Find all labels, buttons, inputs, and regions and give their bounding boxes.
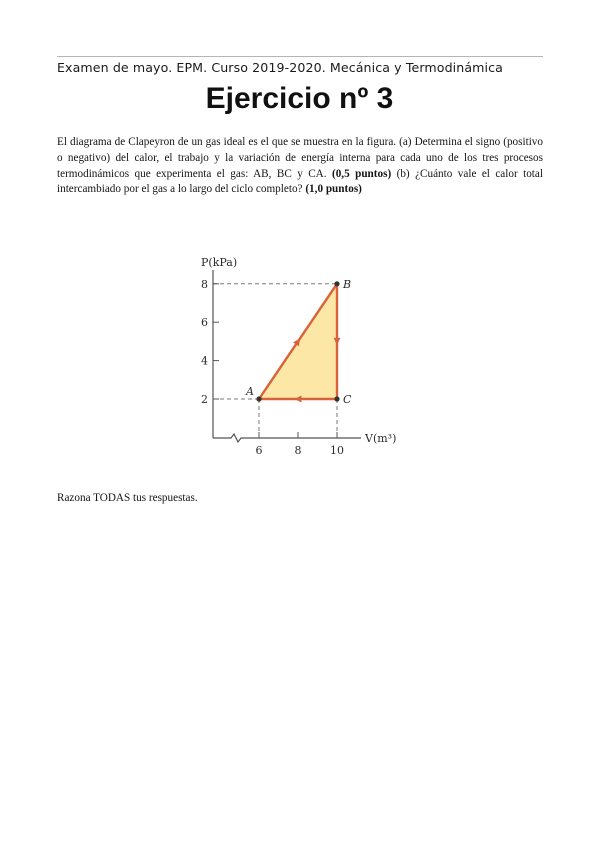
point-a-marker xyxy=(256,396,261,401)
y-tick-marks xyxy=(213,284,219,399)
x-tick-marks xyxy=(259,432,337,438)
clapeyron-diagram xyxy=(193,250,423,465)
part-a-points: (0,5 puntos) xyxy=(331,167,392,180)
x-tick-label: 6 xyxy=(255,444,263,457)
exam-header: Examen de mayo. EPM. Curso 2019-2020. Mecánica y Termodinámica xyxy=(57,60,503,75)
y-tick-label: 4 xyxy=(201,354,208,368)
header-rule xyxy=(57,56,543,57)
x-axis xyxy=(213,434,361,442)
clapeyron-svg xyxy=(193,250,423,465)
point-c-marker xyxy=(334,396,339,401)
x-tick-label: 10 xyxy=(330,444,344,457)
y-axis-label: P(kPa) xyxy=(201,256,238,269)
point-b-label: B xyxy=(343,277,352,291)
x-tick-labels xyxy=(256,444,345,457)
problem-statement xyxy=(57,135,543,198)
exercise-title: Ejercicio nº 3 xyxy=(205,82,394,115)
y-tick-label: 6 xyxy=(201,316,208,330)
x-tick-label: 8 xyxy=(294,444,302,457)
statement-part-a: El diagrama de Clapeyron de un gas ideal es el que se muestra en la figura. (a) Determina el signo (positivo o negativo) del calor, el trabajo y la variación de energía interna para cada uno de los tres procesos termodinámicos que experimenta el gas: AB, BC y CA. xyxy=(57,136,543,180)
point-a-label: A xyxy=(246,385,254,398)
point-b-marker xyxy=(334,281,339,286)
y-tick-labels xyxy=(201,278,208,406)
statement-part-b: (b) ¿Cuánto vale el calor total intercambiado por el gas a lo largo del ciclo completo? xyxy=(57,167,543,196)
y-tick-label: 2 xyxy=(201,393,208,406)
point-c-label: C xyxy=(343,393,352,406)
y-tick-label: 8 xyxy=(201,277,208,291)
closing-instruction: Razona TODAS tus respuestas. xyxy=(57,492,198,504)
part-b-points: (1,0 puntos) xyxy=(305,183,362,196)
x-axis-label: V(m³) xyxy=(365,432,397,445)
